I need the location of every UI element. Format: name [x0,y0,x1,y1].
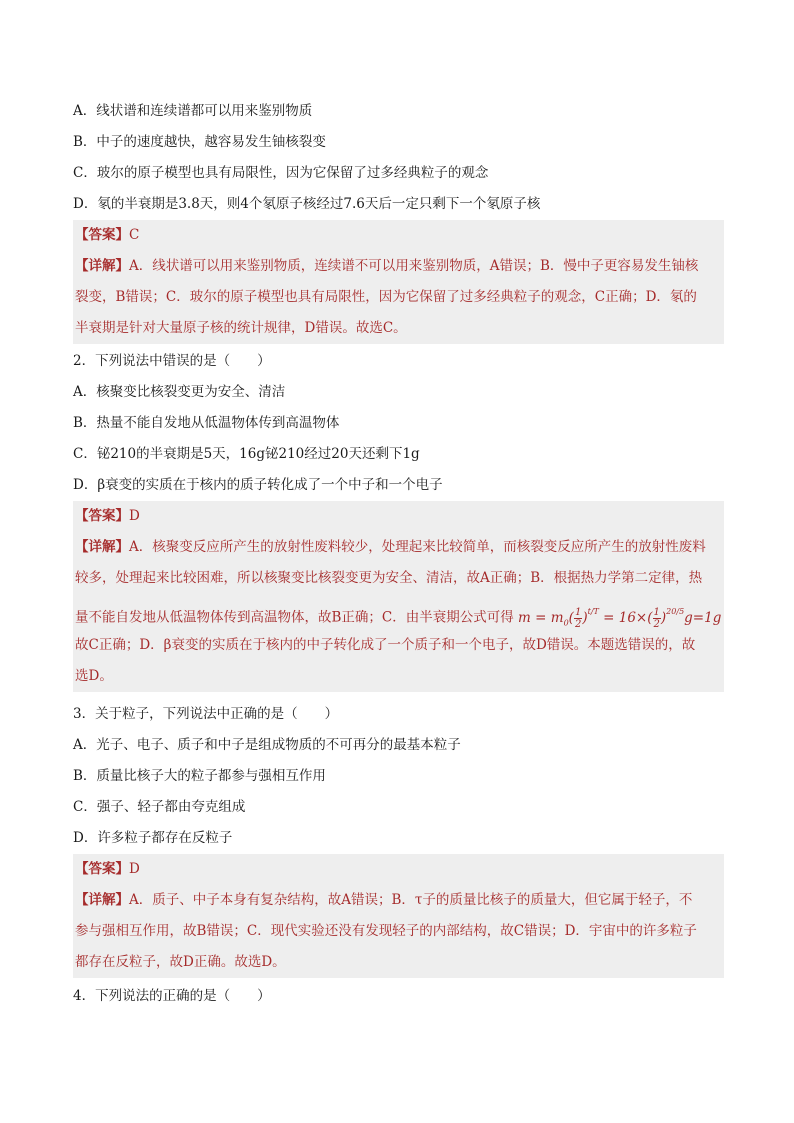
formula-fraction-2: $\frac{1}{2}$ [653,607,660,630]
detail-tag: 【详解】 [75,539,129,555]
q1-detail-line-3: 半衰期是针对大量原子核的统计规律，D错误。故选C。 [75,320,407,336]
q1-option-b: B．中子的速度越快，越容易发生铀核裂变 [73,134,326,150]
q4-stem: 4．下列说法的正确的是（ ） [73,988,271,1004]
formula-sub: 0 [563,618,569,628]
half-life-formula: $m = m_0$( $\frac{1}{2}$ )$^{t/T}$ = 16×( $\frac{1}{2}$ )$^{20/5}$g=1g [518,607,722,630]
detail-text: A．质子、中子本身有复杂结构，故A错误；B．τ子的质量比核子的质量大，但它属于轻子，不 [129,892,693,908]
q3-option-a: A．光子、电子、质子和中子是组成物质的不可再分的最基本粒子 [73,737,461,753]
formula-eq: = m [530,610,564,626]
q1-detail-line-1 [75,251,724,282]
q2-detail-line-5: 选D。 [75,668,113,684]
q3-stem: 3．关于粒子，下列说法中正确的是（ ） [73,706,339,722]
q2-stem: 2．下列说法中错误的是（ ） [73,353,271,369]
q2-answer [75,501,724,532]
formula-exp: t/T [587,607,599,616]
q1-detail-line-2: 裂变，B错误；C．玻尔的原子模型也具有局限性，因为它保留了过多经典粒子的观念，C正确；D．氡的 [75,289,697,305]
q2-detail-line-1 [75,532,724,563]
detail-text: 量不能自发地从低温物体传到高温物体，故B正确；C．由半衰期公式可得 [75,609,514,626]
q2-option-d: D．β衰变的实质在于核内的质子转化成了一个中子和一个电子 [73,477,443,493]
q1-option-a: A．线状谱和连续谱都可以用来鉴别物质 [73,103,313,119]
answer-tag: 【答案】 [75,227,129,243]
q3-answer [75,854,724,885]
formula-exp-2: 20/5 [666,607,685,616]
detail-tag: 【详解】 [75,892,129,908]
q2-detail-line-4: 故C正确；D．β衰变的实质在于核内的中子转化成了一个质子和一个电子，故D错误。本题选错误的，故 [75,637,696,653]
detail-text: A．核聚变反应所产生的放射性废料较少，处理起来比较简单，而核裂变反应所产生的放射性废料 [129,539,706,555]
formula-fraction [574,607,582,630]
q3-detail-line-3: 都存在反粒子，故D正确。故选D。 [75,954,286,970]
answer-tag: 【答案】 [75,508,129,524]
q3-answer-block [73,854,724,978]
frac-num: 1 [574,607,582,618]
frac-den: 2 [574,619,582,630]
q2-option-b: B．热量不能自发地从低温物体传到高温物体 [73,415,340,431]
q3-detail-line-1 [75,885,724,916]
q2-option-c: C．铋210的半衰期是5天，16g铋210经过20天还剩下1g [73,446,420,462]
q1-option-d: D．氡的半衰期是3.8天，则4个氡原子核经过7.6天后一定只剩下一个氡原子核 [73,196,541,212]
formula-mid: = 16×( [598,610,653,626]
answer-tag: 【答案】 [75,861,129,877]
q2-option-a: A．核聚变比核裂变更为安全、清洁 [73,384,286,400]
q3-detail-line-2: 参与强相互作用，故B错误；C．现代实验还没有发现轻子的内部结构，故C错误；D．宇宙中的许多粒子 [75,923,697,939]
q2-detail-line-2: 较多，处理起来比较困难，所以核聚变比核裂变更为安全、清洁，故A正确；B．根据热力学第二定律，热 [75,570,703,586]
answer-value: D [129,508,140,524]
answer-value: D [129,861,140,877]
formula-m: m [518,610,531,626]
q2-answer-block [73,501,724,692]
q3-option-d: D．许多粒子都存在反粒子 [73,830,233,846]
q2-detail-line-3 [75,594,724,630]
formula-tail: g=1g [684,610,722,626]
detail-tag: 【详解】 [75,258,129,274]
detail-text: A．线状谱可以用来鉴别物质，连续谱不可以用来鉴别物质，A错误；B．慢中子更容易发生铀核 [129,258,699,274]
q1-option-c: C．玻尔的原子模型也具有局限性，因为它保留了过多经典粒子的观念 [73,165,489,181]
q3-option-c: C．强子、轻子都由夸克组成 [73,799,246,815]
q1-answer-block [73,220,724,344]
answer-value: C [129,227,140,243]
q3-option-b: B．质量比核子大的粒子都参与强相互作用 [73,768,326,784]
q1-answer [75,220,724,251]
